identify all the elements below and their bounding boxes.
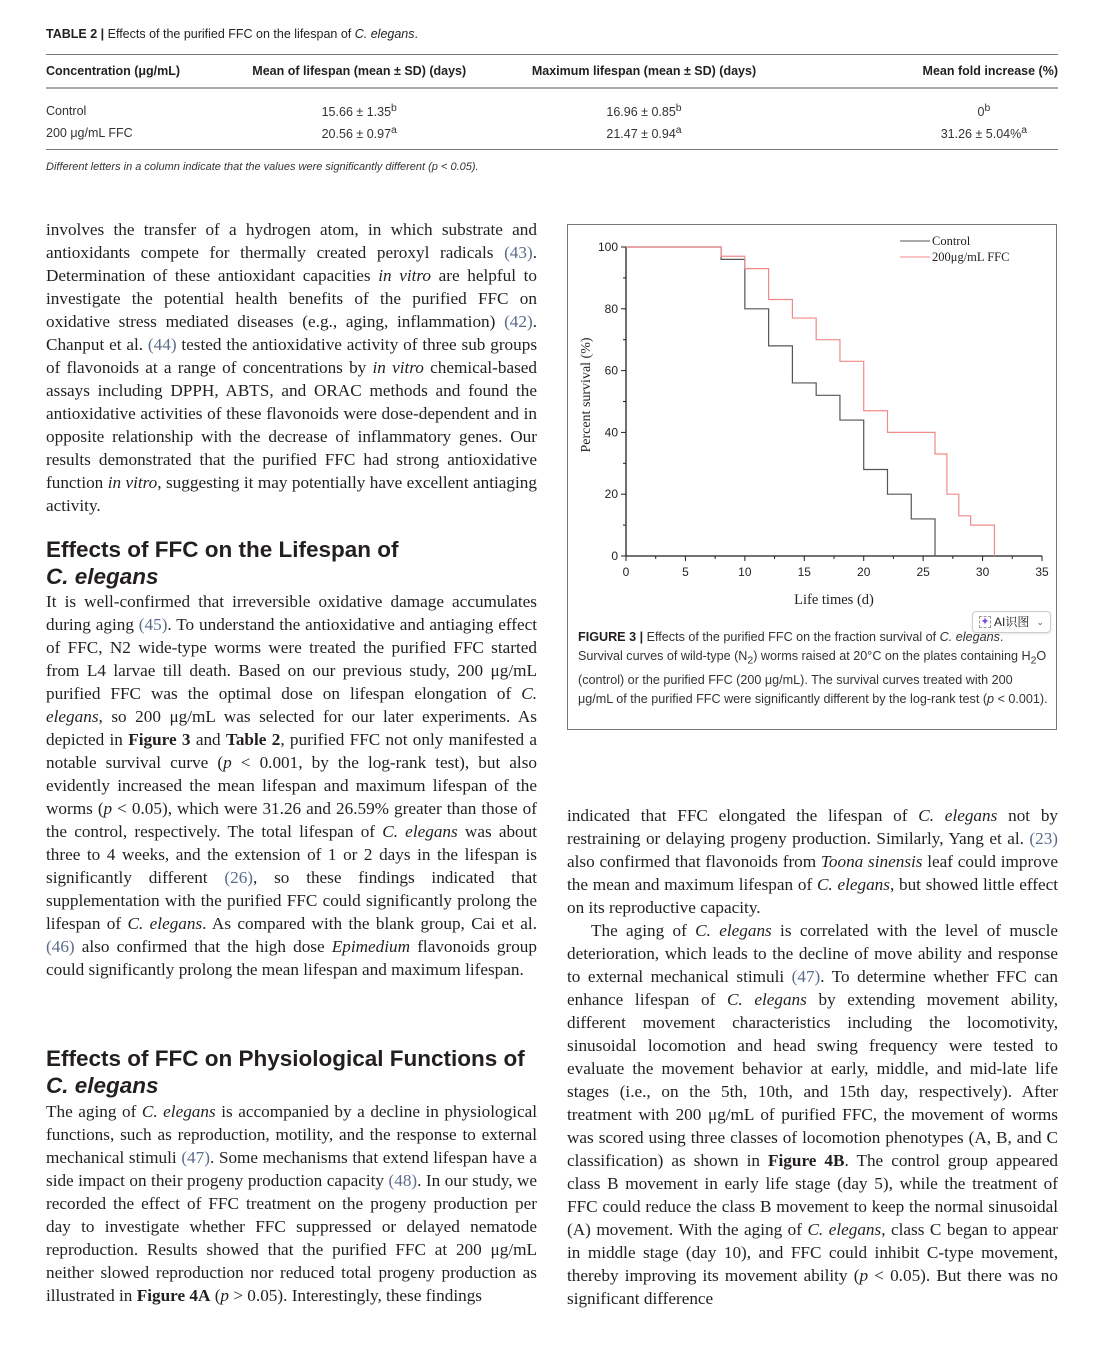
text-run: C. elegans (127, 914, 203, 933)
caption-species: C. elegans (939, 630, 1000, 644)
table-row (46, 122, 1058, 150)
text-run: > 0.05). Interestingly, these findings (229, 1286, 482, 1305)
table-caption-end: . (414, 27, 418, 41)
section-heading-lifespan (46, 536, 546, 590)
citation-link[interactable]: (46) (46, 937, 75, 956)
legend-label-ffc: 200μg/mL FFC (932, 250, 1010, 264)
text-run: leaf could improve the mean and maximum lifespan of (567, 852, 1059, 894)
table-header-row (46, 55, 1058, 89)
text-run: Toona sinensis (820, 852, 923, 871)
text-run: , so these findings indicated that supplementation with the purified FFC could significantly prolong the lifespan of (46, 868, 537, 933)
text-run: is correlated with the level of muscle deterioration, which leads to the decline of move ability and response to external mechanical stimuli (567, 921, 1059, 986)
text-run: < 0.001, by the log-rank test), but also evidently increased the mean lifespan and maximum lifespan of the worms ( (46, 753, 537, 818)
citation-link[interactable]: (42) (504, 312, 533, 331)
y-tick-label: 80 (604, 301, 618, 316)
table-row (46, 88, 1058, 122)
cell-mean-sup: a (391, 125, 397, 137)
table-link[interactable]: Table 2 (225, 730, 281, 749)
cell-fold-sup: a (1021, 125, 1028, 137)
table-label: TABLE 2 | (46, 27, 105, 41)
cell-fold-value: 0 (977, 105, 985, 120)
text-run: C. elegans (695, 921, 772, 940)
paragraph-right (567, 804, 1058, 1310)
caption-text: p (987, 691, 995, 706)
text-run: . To understand the antioxidative and antiaging effect of FFC, N2 wide-type worms were treated the purified FFC started from L4 larvae till death. Based on our previous study, 200 μg/mL purified FFC was the optimal dose on lifespan elongation of (46, 615, 538, 703)
cell-mean-value: 15.66 ± 1.35 (321, 105, 392, 120)
text-run: , class C began to appear in middle stage (day 10), and FFC could inhibit C-type movement, thereby improving its movement ability ( (567, 1220, 1058, 1285)
series-line-control (626, 247, 935, 556)
citation-link[interactable]: (43) (504, 243, 533, 262)
text-run: , so 200 μg/mL was selected for our later experiments. As depicted in (46, 707, 537, 749)
paragraph-text: The aging of C. elegans is accompanied by a decline in physiological functions, such as reproduction, motility, and the response to external mechanical stimuli (47). Some mechanisms that extend lifespan have a side impact on their progeny production capacity (48). In our study, we recorded the effect of FFC treatment on the progeny production per day to investigate whether FFC suppressed or delayed nematode reproduction. Results showed that the purified FFC at 200 μg/mL neither slowed reproduction nor reduced total progeny production as illustrated in Figure 4A (p > 0.05). Interestingly, these findings (46, 1102, 538, 1305)
cell-concentration: 200 μg/mL FFC (46, 122, 220, 150)
x-tick-label: 0 (622, 565, 630, 579)
text-run: , purified FFC not only manifested a notable survival curve ( (46, 730, 538, 772)
text-run: in vitro (372, 358, 424, 377)
citation-link[interactable]: (47) (181, 1148, 210, 1167)
text-run: also confirmed that the high dose (81, 937, 325, 956)
text-run: . The control group appeared class B movement in early life stage (day 5), while the treatment of FFC could reduce the class B movement to keep the normal sinusoidal (A) movement. With the aging of (567, 1151, 1059, 1239)
cell-fold-sup: b (984, 103, 991, 114)
cell-max-sup: a (675, 125, 682, 137)
cell-fold (790, 122, 1058, 150)
citation-link[interactable]: (45) (138, 615, 168, 634)
paragraph-text (567, 804, 1058, 919)
lifespan-table (46, 54, 1058, 150)
text-run: tested the antioxidative activity of three sub groups of flavonoids at a range of concentrations by (46, 335, 538, 377)
figure-label: FIGURE 3 | (578, 630, 644, 644)
text-run: p (859, 1266, 869, 1285)
x-tick-label: 30 (975, 565, 990, 579)
caption-subscript: 2 (747, 654, 754, 667)
text-run: in vitro (378, 266, 432, 285)
text-run: flavonoids group could significantly prolong the mean lifespan and maximum lifespan. (46, 937, 537, 979)
paragraph-text (46, 218, 537, 517)
caption-subscript: 2 (1030, 654, 1037, 667)
ai-button-label: AI识图 (994, 615, 1030, 629)
figure-3 (567, 224, 1057, 730)
ai-sparkle-icon: ✦ (980, 616, 990, 628)
col-header-max-lifespan: Maximum lifespan (mean ± SD) (days) (498, 55, 790, 89)
paragraph-antioxidant (46, 218, 537, 517)
table-caption (46, 27, 418, 41)
text-run: p (220, 1286, 230, 1305)
x-tick-label: 15 (797, 565, 811, 579)
cell-mean (220, 122, 498, 150)
text-run: The aging of (46, 1102, 137, 1121)
cell-max-value: 16.96 ± 0.85 (606, 105, 676, 120)
col-header-fold-increase: Mean fold increase (%) (790, 55, 1058, 89)
citation-link[interactable]: (48) (388, 1171, 418, 1190)
y-tick-label: 20 (604, 487, 618, 502)
legend-label-control: Control (932, 234, 971, 248)
citation-link[interactable]: (23) (1029, 829, 1059, 848)
text-run: Epimedium (331, 937, 411, 956)
cell-max (498, 88, 790, 122)
text-run: by extending movement ability, different movement characteristics including the locomotivity, sinusoidal locomotion and head swing frequency were tested to evaluate the movement behavior at early, middle, and mid-late life stages (i.e., on the 5th, 10th, and 15th day, respectively). After treatment with 200 μg/mL of purified FFC, the movement of worms was scored using three classes of locomotion phenotypes (A, B, and C classification) as shown in (567, 990, 1059, 1170)
chevron-down-icon: ⌄ (1036, 617, 1044, 627)
caption-text: < 0.001). (994, 691, 1048, 706)
x-axis-label: Life times (d) (794, 592, 874, 608)
cell-mean-value: 20.56 ± 0.97 (321, 127, 392, 142)
y-axis-label: Percent survival (%) (579, 337, 594, 453)
text-run: C. elegans (382, 822, 458, 841)
text-run: , but showed little effect on its reproductive capacity. (567, 875, 1059, 917)
citation-link[interactable]: (44) (147, 335, 177, 354)
text-run: C. elegans (918, 806, 998, 825)
figure-link[interactable]: Figure 4B (768, 1151, 845, 1170)
text-run: C. elegans (141, 1102, 216, 1121)
text-run: is accompanied by a decline in physiological functions, such as reproduction, motility, and the response to external mechanical stimuli (46, 1102, 538, 1167)
y-tick-label: 100 (597, 240, 618, 254)
paragraph-lifespan (46, 590, 537, 981)
x-tick-label: 5 (682, 565, 689, 579)
text-run: p (103, 799, 113, 818)
citation-link[interactable]: (26) (224, 868, 254, 887)
text-run: . Determination of these antioxidant capacities (46, 243, 537, 285)
text-run: C. elegans (726, 990, 807, 1009)
cell-max (498, 122, 790, 150)
caption-text: Effects of the purified FFC on the fraction survival of (643, 630, 940, 644)
caption-text: . Survival curves of wild-type (N (578, 630, 1004, 663)
text-run: . In our study, we recorded the effect of FFC treatment on the progeny production per day to investigate whether FFC suppressed or delayed nematode reproduction. Results showed that the purified FFC at 200 μg/mL neither slowed reproduction nor reduced total progeny production as illustrated in (46, 1171, 538, 1305)
text-run: are helpful to investigate the potential health benefits of the purified FFC on oxidative stress mediated diseases (e.g., aging, inflammation) (46, 266, 537, 331)
text-run: p (223, 753, 232, 772)
text-run: was about three to 4 weeks, and the extension of 1 or 2 days in the lifespan is significantly different (46, 822, 538, 887)
text-run: in vitro (107, 473, 158, 492)
figure-link[interactable]: Figure 4A (136, 1286, 211, 1305)
y-tick-label: 0 (611, 549, 618, 563)
text-run: not by restraining or delaying progeny production. Similarly, Yang et al. (567, 806, 1059, 848)
series-line-ffc (626, 247, 994, 556)
heading-species: C. elegans (46, 1073, 159, 1098)
text-run: It is well-confirmed that irreversible oxidative damage accumulates during aging (46, 592, 537, 634)
paragraph-physiological (46, 1100, 537, 1307)
text-run: indicated that FFC elongated the lifespan of (567, 806, 908, 825)
x-tick-label: 10 (738, 565, 752, 579)
x-tick-label: 35 (1035, 565, 1049, 579)
cell-fold (790, 88, 1058, 122)
y-tick-label: 40 (604, 425, 618, 440)
cell-max-value: 21.47 ± 0.94 (606, 127, 676, 142)
caption-text: O (control) or the purified FFC (200 μg/mL). The survival curves treated with 200 μg/mL of the purified FFC were significantly different by the log-rank test ( (578, 649, 1047, 706)
text-run: also confirmed that flavonoids from (567, 852, 817, 871)
text-run: chemical-based assays including DPPH, ABTS, and ORAC methods and found the antioxidative activities of these flavonoids were dose-dependent and in opposite relationship with the decrease of inflammatory genes. Our results demonstrated that the purified FFC had strong antioxidative function (46, 358, 538, 492)
table-footnote: Different letters in a column indicate that the values were significantly different (p < 0.05). (46, 161, 479, 173)
survival-chart (568, 225, 1058, 615)
heading-text: Effects of FFC on Physiological Functions of (46, 1046, 525, 1071)
text-run: The aging of (591, 921, 687, 940)
text-run: C. elegans (807, 1220, 882, 1239)
cell-mean (220, 88, 498, 122)
chart-legend (900, 234, 1009, 264)
figure-caption (578, 628, 1048, 709)
caption-text: ) worms raised at 20°C on the plates containing H (753, 649, 1031, 663)
section-heading-physiological (46, 1045, 546, 1099)
table-caption-species: C. elegans (354, 27, 415, 41)
text-run: < 0.05), which were 31.26 and 26.59% greater than those of the control, respectively. The total lifespan of (46, 799, 537, 841)
col-header-concentration: Concentration (μg/mL) (46, 55, 220, 89)
col-header-mean-lifespan: Mean of lifespan (mean ± SD) (days) (220, 55, 498, 89)
heading-species: C. elegans (46, 564, 159, 589)
citation-link[interactable]: (47) (791, 967, 821, 986)
cell-mean-sup: b (391, 103, 397, 114)
paragraph-text (567, 919, 1058, 1310)
x-tick-label: 20 (857, 565, 871, 579)
text-run: . As compared with the blank group, Cai et al. (202, 914, 537, 933)
text-run: and (195, 730, 221, 749)
y-tick-label: 60 (604, 363, 618, 378)
text-run: . Chanput et al. (46, 312, 538, 354)
heading-text: Effects of FFC on the Lifespan of (46, 537, 399, 562)
text-run: involves the transfer of a hydrogen atom, in which substrate and antioxidants compete for thermally created peroxyl radicals (46, 220, 537, 262)
text-run: C. elegans (816, 875, 890, 894)
text-run: . To determine whether FFC can enhance lifespan of (567, 967, 1059, 1009)
text-run: . Some mechanisms that extend lifespan have a side impact on their progeny production capacity (46, 1148, 537, 1190)
cell-concentration: Control (46, 104, 87, 119)
cell-fold-value: 31.26 ± 5.04% (940, 127, 1022, 142)
x-tick-label: 25 (916, 565, 930, 579)
figure-link[interactable]: Figure 3 (128, 730, 191, 749)
paragraph-text (46, 590, 537, 981)
text-run: , suggesting it may potentially have excellent antiaging activity. (46, 473, 537, 515)
table-caption-text: Effects of the purified FFC on the lifespan of (104, 27, 355, 41)
cell-max-sup: b (675, 103, 682, 114)
text-run: < 0.05). But there was no significant difference (567, 1266, 1058, 1308)
text-run: C. elegans (46, 684, 538, 726)
